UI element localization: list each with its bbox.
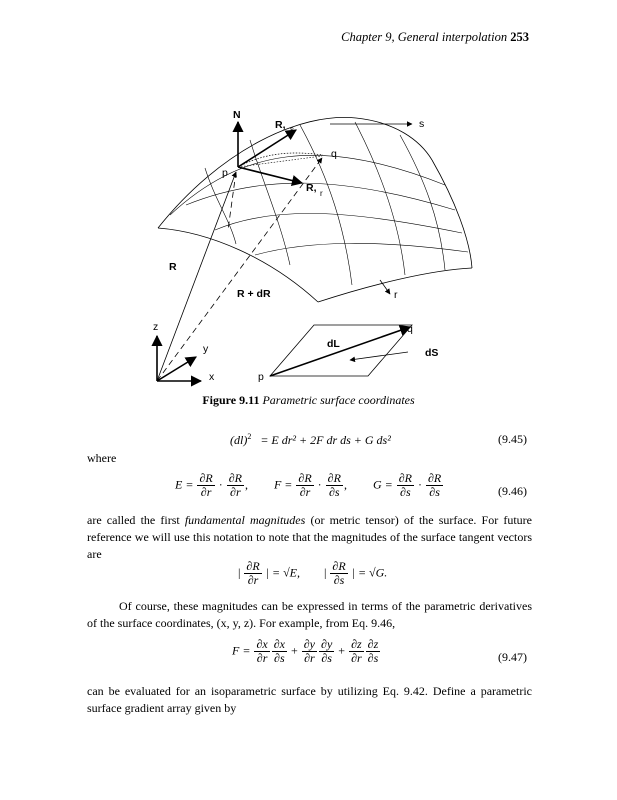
equation-9-45 [230, 432, 391, 448]
label-p-bottom: p [258, 371, 264, 383]
abs-bar-1: | [238, 565, 241, 580]
label-q-top: q [331, 148, 337, 160]
where-text: where [87, 451, 117, 465]
eq947-F: F = [232, 643, 251, 658]
position-vector-R [157, 172, 236, 381]
paragraph-2: Of course, these magnitudes can be expressed in terms of the parametric derivatives of the surface coordinates, (x, y, z). For example, from Eq. 9.46, [87, 599, 532, 630]
position-vector-R-dR [157, 158, 322, 381]
label-z: z [153, 321, 159, 333]
label-N: N [233, 109, 241, 121]
label-Rr: R, [306, 182, 317, 194]
grid-r-5 [400, 135, 445, 270]
eq945-lhs: (dl) [230, 433, 248, 447]
label-dS: dS [425, 347, 439, 359]
label-r: r [394, 289, 398, 301]
para1-before: are called the first [87, 513, 185, 527]
eq946-G: G = [372, 477, 393, 492]
frac-dy-ds: $\frac{\partial y}{\partial s}$ [321, 637, 333, 665]
para1-emph: fundamental magnitudes [184, 513, 306, 527]
figure-caption-text: Parametric surface coordinates [262, 393, 415, 407]
label-Rs-sub: s [290, 125, 294, 134]
frac-dR-ds-2: $\frac{\partial R}{\partial s}$ [398, 471, 412, 499]
label-R-dR: R + dR [237, 288, 271, 300]
figure-caption [0, 393, 617, 408]
label-p-top: p [222, 167, 228, 179]
label-x: x [209, 371, 215, 383]
eq945-lhs-exp: 2 [247, 432, 252, 441]
abs-bar-2: | [323, 565, 327, 580]
paragraph-3: can be evaluated for an isoparametric surface by utilizing Eq. 9.42. Define a parametric surface gradient array given by [87, 684, 532, 715]
label-dL: dL [327, 338, 340, 350]
frac-dR-ds-3: $\frac{\partial R}{\partial s}$ [427, 471, 442, 499]
grid-s-3 [215, 213, 462, 233]
grid-r-4 [355, 122, 405, 275]
label-Rs: R, [275, 119, 286, 131]
frac-mag-s: $\frac{\partial R}{\partial s}$ [332, 559, 346, 587]
equation-9-46 [175, 472, 444, 499]
frac-dz-ds: $\frac{\partial z}{\partial s}$ [367, 637, 379, 665]
label-q-bottom: q [407, 323, 413, 335]
comma-1: , [244, 477, 248, 492]
frac-dy-dr: $\frac{\partial y}{\partial r}$ [303, 637, 316, 665]
eq945-number: (9.45) [498, 432, 527, 446]
grid-r-3 [300, 125, 352, 285]
label-R: R [169, 261, 177, 273]
comma-2: , [343, 477, 347, 492]
label-Rr-sub: r [320, 189, 323, 198]
label-s: s [419, 118, 425, 130]
page-number: 253 [510, 30, 529, 44]
tangent-magnitudes [238, 560, 387, 587]
frac-dx-ds: $\frac{\partial x}{\partial s}$ [273, 637, 285, 665]
dS-pointer [350, 352, 408, 360]
surface-top-edge [158, 117, 432, 228]
figure-number: Figure 9.11 [202, 393, 260, 407]
frac-mag-r: $\frac{\partial R}{\partial r}$ [246, 559, 260, 587]
dot-1: · [218, 477, 223, 492]
y-axis [157, 357, 196, 381]
plus-1: + [290, 643, 298, 658]
dot-2: · [317, 477, 322, 492]
paragraph-1 [87, 512, 532, 563]
frac-dx-dr: $\frac{\partial x}{\partial r}$ [256, 637, 268, 665]
eq947-number: (9.47) [498, 650, 527, 664]
equation-9-47 [232, 638, 381, 665]
label-y: y [203, 343, 209, 355]
chapter-title: Chapter 9, General interpolation [341, 30, 508, 44]
frac-dR-dr-1: $\frac{\partial R}{\partial r}$ [199, 471, 213, 499]
frac-dR-dr-2: $\frac{\partial R}{\partial r}$ [228, 471, 242, 499]
frac-dR-ds-1: $\frac{\partial R}{\partial s}$ [327, 471, 341, 499]
dashed-guide [228, 172, 236, 230]
eq946-F: F = [273, 477, 293, 492]
plus-2: + [338, 643, 346, 658]
frac-dz-dr: $\frac{\partial z}{\partial r}$ [351, 637, 362, 665]
eq946-number: (9.46) [498, 484, 527, 498]
eq946-E: E = [175, 477, 194, 492]
eq945-rhs: = E dr² + 2F dr ds + G ds² [260, 433, 391, 447]
mag-E: | = √E, [265, 565, 300, 580]
para1-after: (or metric tensor) of the surface. For future reference we will use this notation to note that the magnitudes of the surface tangent vectors are [87, 513, 532, 561]
grid-r-2 [250, 140, 290, 265]
frac-dR-dr-3: $\frac{\partial R}{\partial r}$ [298, 471, 312, 499]
dot-3: · [417, 477, 422, 492]
tangent-vector-Rr [238, 167, 302, 183]
mag-G: | = √G. [351, 565, 388, 580]
